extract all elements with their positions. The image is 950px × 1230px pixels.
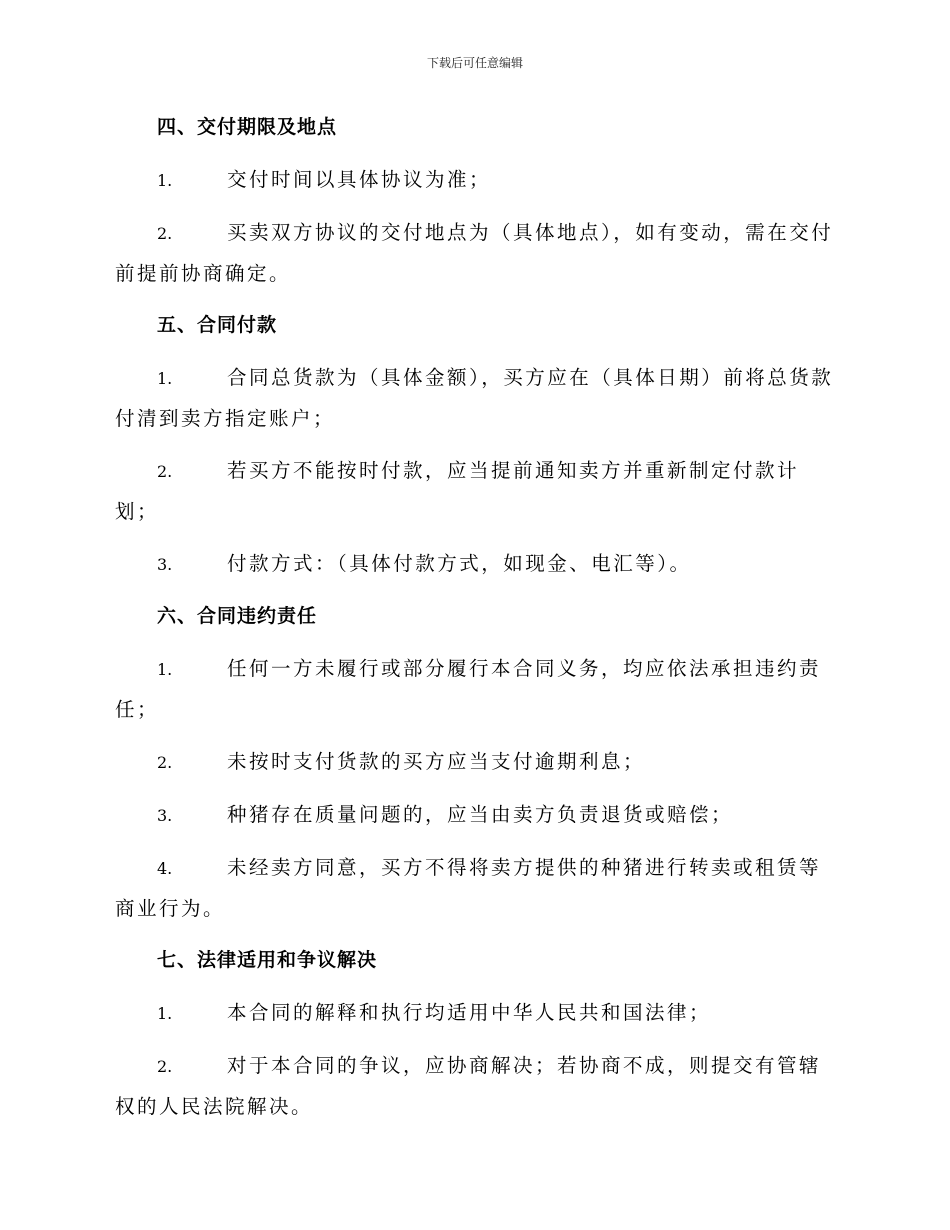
section-payment bbox=[115, 306, 835, 585]
section-delivery bbox=[115, 108, 835, 294]
clause-text: 付款方式：（具体付款方式，如现金、电汇等）。 bbox=[227, 552, 692, 575]
clause-number: 2. bbox=[157, 224, 173, 243]
document-body bbox=[115, 108, 835, 1139]
clause-item bbox=[115, 160, 835, 201]
clause-number: 4. bbox=[157, 859, 173, 878]
clause-number: 1. bbox=[157, 660, 173, 679]
clause-text: 本合同的解释和执行均适用中华人民共和国法律； bbox=[227, 1001, 712, 1024]
clause-text: 未经卖方同意，买方不得将卖方提供的种猪进行转卖或租赁等商业行为。 bbox=[115, 856, 822, 920]
clause-number: 1. bbox=[157, 1004, 173, 1023]
section-heading: 四、交付期限及地点 bbox=[157, 116, 338, 138]
clause-item bbox=[115, 358, 835, 439]
header-note: 下载后可任意编辑 bbox=[426, 56, 523, 70]
clause-number: 2. bbox=[157, 1057, 173, 1076]
clause-item bbox=[115, 795, 835, 836]
clause-item bbox=[115, 993, 835, 1034]
clause-text: 交付时间以具体协议为准； bbox=[227, 168, 492, 191]
clause-number: 1. bbox=[157, 171, 173, 190]
clause-item bbox=[115, 848, 835, 929]
clause-text: 买卖双方协议的交付地点为（具体地点），如有变动，需在交付前提前协商确定。 bbox=[115, 221, 834, 285]
section-heading: 五、合同付款 bbox=[157, 314, 278, 336]
clause-item bbox=[115, 649, 835, 730]
clause-text: 若买方不能按时付款，应当提前通知卖方并重新制定付款计划； bbox=[115, 459, 800, 523]
clause-text: 未按时支付货款的买方应当支付逾期利息； bbox=[227, 750, 646, 773]
clause-number: 2. bbox=[157, 462, 173, 481]
clause-item bbox=[115, 544, 835, 585]
clause-item bbox=[115, 451, 835, 532]
section-breach bbox=[115, 597, 835, 929]
clause-number: 3. bbox=[157, 806, 173, 825]
clause-number: 2. bbox=[157, 753, 173, 772]
section-law bbox=[115, 941, 835, 1127]
clause-text: 合同总货款为（具体金额），买方应在（具体日期）前将总货款付清到卖方指定账户； bbox=[115, 366, 834, 430]
clause-text: 任何一方未履行或部分履行本合同义务，均应依法承担违约责任； bbox=[115, 657, 822, 721]
section-heading: 六、合同违约责任 bbox=[157, 605, 318, 627]
section-heading: 七、法律适用和争议解决 bbox=[157, 949, 378, 971]
clause-number: 1. bbox=[157, 369, 173, 388]
clause-item bbox=[115, 1046, 835, 1127]
clause-number: 3. bbox=[157, 555, 173, 574]
clause-item bbox=[115, 742, 835, 783]
clause-item bbox=[115, 213, 835, 294]
clause-text: 对于本合同的争议，应协商解决；若协商不成，则提交有管辖权的人民法院解决。 bbox=[115, 1054, 822, 1118]
clause-text: 种猪存在质量问题的，应当由卖方负责退货或赔偿； bbox=[227, 803, 734, 826]
